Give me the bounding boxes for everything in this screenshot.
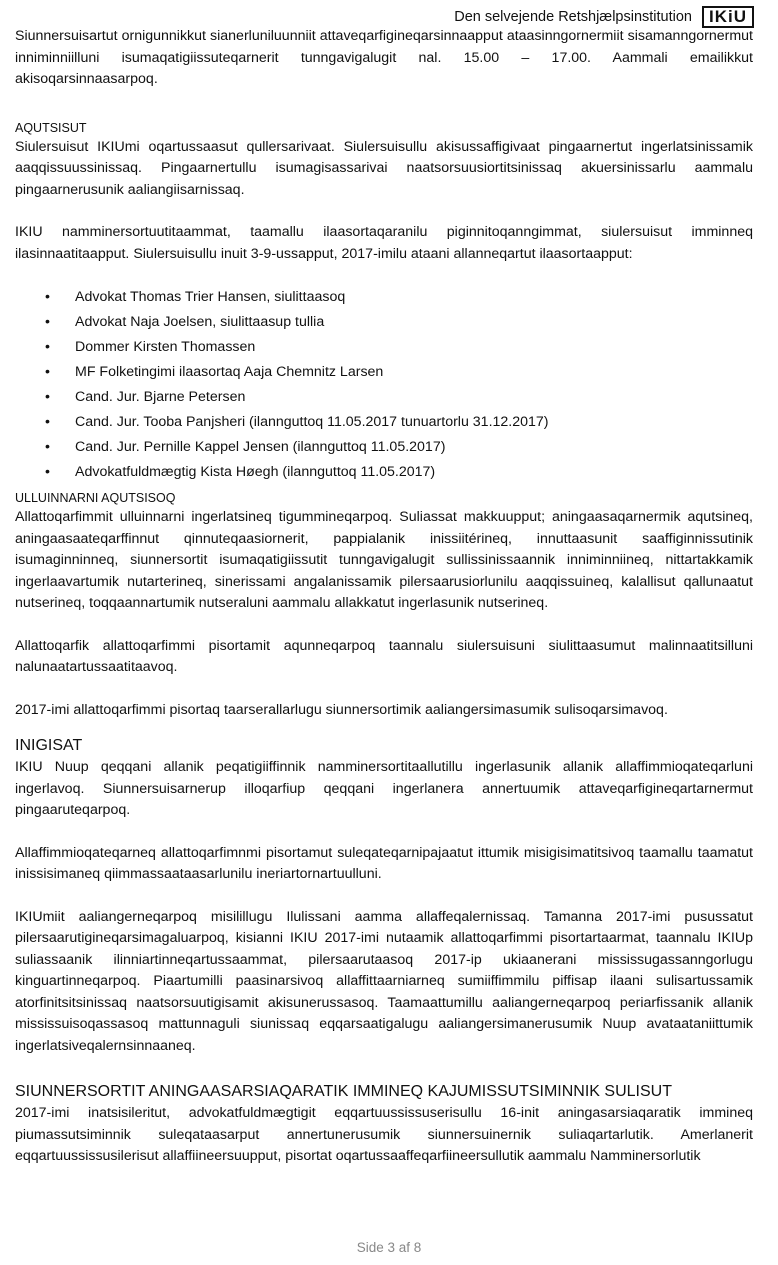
- inigisat-heading: INIGISAT: [15, 737, 83, 754]
- list-item: • Dommer Kirsten Thomassen: [15, 335, 753, 360]
- siunnersortit-paragraph-1: 2017-imi inatsisileritut, advokatfuldmægtigit eqqartuussissuserisullu 16-init aningasarsiaqaratik immineq piumassutsiminnik suleqataasarput annertunerusumik siunnersuinernik suliaqartarlutik. Amerlanerit eqqartuussissusilerisut allaffiineersuupput, pisortat oqartussaaffeqarfiineersullutik aammalu Namminersorlutik: [15, 1105, 753, 1164]
- inigisat-paragraph-2: Allaffimmioqateqarneq allattoqarfimnmi pisortamut suleqateqarnipajaatut ittumik misigisimatitsivoq taamallu taamatut inissisimaneq qiimmassaataasarlunilu ineriartornartuulluni.: [15, 844, 753, 882]
- aqutsisut-heading: AQUTSISUT: [15, 120, 87, 135]
- list-item: • Cand. Jur. Bjarne Petersen: [15, 385, 753, 410]
- siunnersortit-heading: SIUNNERSORTIT ANINGAASARSIAQARATIK IMMINEQ KAJUMISSUTSIMINNIK SULISUT: [15, 1083, 672, 1100]
- ulluinnarni-paragraph-1: Allattoqarfimmit ulluinnarni ingerlatsineq tigummineqarpoq. Suliassat makkuupput; aningaasaqarnermik aqutsineq, aningaasaateqarffinnut qinnuteqaasiornerit, pappialanik inissiitérineq, innuttaasunit saaffiginnissutinik isumaginninneq, siunnersortit isumaqatigiissutit tunngavigalugit sullissinissaannik inniminniineq, nittartakkamik ingerlaavartumik nutarterineq, sinerissami angalanissamik pilersaarusiorlunilu aaqqissuineq, kalallisut qallunaatut nutserineq, toqqaannartumik nutseraluni aammalu allakkatut ingerlasunik nutserineq.: [15, 509, 753, 611]
- inigisat-paragraph-3: IKIUmiit aaliangerneqarpoq misilillugu Ilulissani aamma allaffeqalernissaq. Tamanna 2017-imi pusussatut pilersaarutigineqarsimagaluarpoq, kisianni IKIU 2017-imi nutaamik allattoqarfimmi pisortartaarmat, taannalu IKIUp suliassaanik ilinniartinneqartussaammat, pilersaarutaasoq 2017-ip ukiaanerani mississugassanngorlugu kinguartinneqarpoq. Piaartumilli paasinarsivoq allaffittaarniarneq sumiiffimmilu piffisap ilaani sulisartussamik atorfinitsitsinissaq naatsorsuutigisamit akisunerussasoq. Taamaattumillu aaliangerneqarpoq periarfissanik allanik mississuisoqassasoq mattunnaguli siunissaq eqqarsaatigalugu aaliangersimanerusumik Nuup avataataniittumik ingerlatsiveqalernsinnaaneq.: [15, 908, 753, 1054]
- ulluinnarni-paragraph-3: 2017-imi allattoqarfimmi pisortaq taarserallarlugu siunnersortimik aaliangersimasumik sulisoqarsimavoq.: [15, 701, 668, 718]
- list-item: • Advokat Naja Joelsen, siulittaasup tullia: [15, 310, 753, 335]
- list-item: • MF Folketingimi ilaasortaq Aaja Chemnitz Larsen: [15, 360, 753, 385]
- list-item: • Cand. Jur. Tooba Panjsheri (ilannguttoq 11.05.2017 tunuartorlu 31.12.2017): [15, 410, 753, 435]
- list-item: • Advokat Thomas Trier Hansen, siulittaasoq: [15, 285, 753, 310]
- board-members-list: [15, 285, 753, 485]
- ikiu-logo: IKiU: [702, 6, 754, 28]
- intro-paragraph: Siunnersuisartut ornigunnikkut sianerluniluunniit attaveqarfigineqarsinnaapput ataasinngornermiit sisamanngornermut inniminniilluni isumaqatigiissuteqarnerit tunngavigalugit nal. 15.00 – 17.00. Aammali emailikkut akisoqarsinnaasarpoq.: [15, 28, 753, 87]
- page-number: Side 3 af 8: [356, 1240, 422, 1255]
- page-header: [454, 6, 754, 28]
- document-body: [15, 26, 753, 1168]
- ulluinnarni-heading: ULLUINNARNI AQUTSISOQ: [15, 491, 176, 505]
- aqutsisut-paragraph-1: Siulersuisut IKIUmi oqartussaasut qullersarivaat. Siulersuisullu akisussaffigivaat pingaarnertut ingerlatsinissamik aaqqissuussinissaq. Pingaarnertullu isumagisassarivai naatsorsuusiortitsinissaq akuersinissarlu aammalu pingaarnerusunik aaliangiisarnissaq.: [15, 138, 753, 198]
- inigisat-paragraph-1: IKIU Nuup qeqqani allanik peqatigiiffinnik namminersortitaallutillu ingerlasunik allanik allaffimmioqateqarluni ingerlavoq. Siunnersuisarnerup illoqarfiup qeqqani ingerlanera annertuumik attaveqarfigineqartarnermut pingaaruteqarpoq.: [15, 759, 753, 818]
- aqutsisut-paragraph-2: IKIU namminersortuutitaammat, taamallu ilaasortaqaranilu piginnitoqanngimmat, siulersuisut imminneq ilasinnaatitaapput. Siulersuisullu inuit 3-9-ussapput, 2017-imilu ataani allanneqartut ilaasortaapput:: [15, 224, 753, 262]
- institution-name: Den selvejende Retshjælpsinstitution: [454, 9, 692, 25]
- list-item: • Advokatfuldmægtig Kista Høegh (ilannguttoq 11.05.2017): [15, 460, 753, 485]
- ulluinnarni-paragraph-2: Allattoqarfik allattoqarfimmi pisortamit aqunneqarpoq taannalu siulersuisuni siulittaasumut malinnaatitsilluni nalunaatartussaatitaavoq.: [15, 637, 753, 675]
- list-item: • Cand. Jur. Pernille Kappel Jensen (ilannguttoq 11.05.2017): [15, 435, 753, 460]
